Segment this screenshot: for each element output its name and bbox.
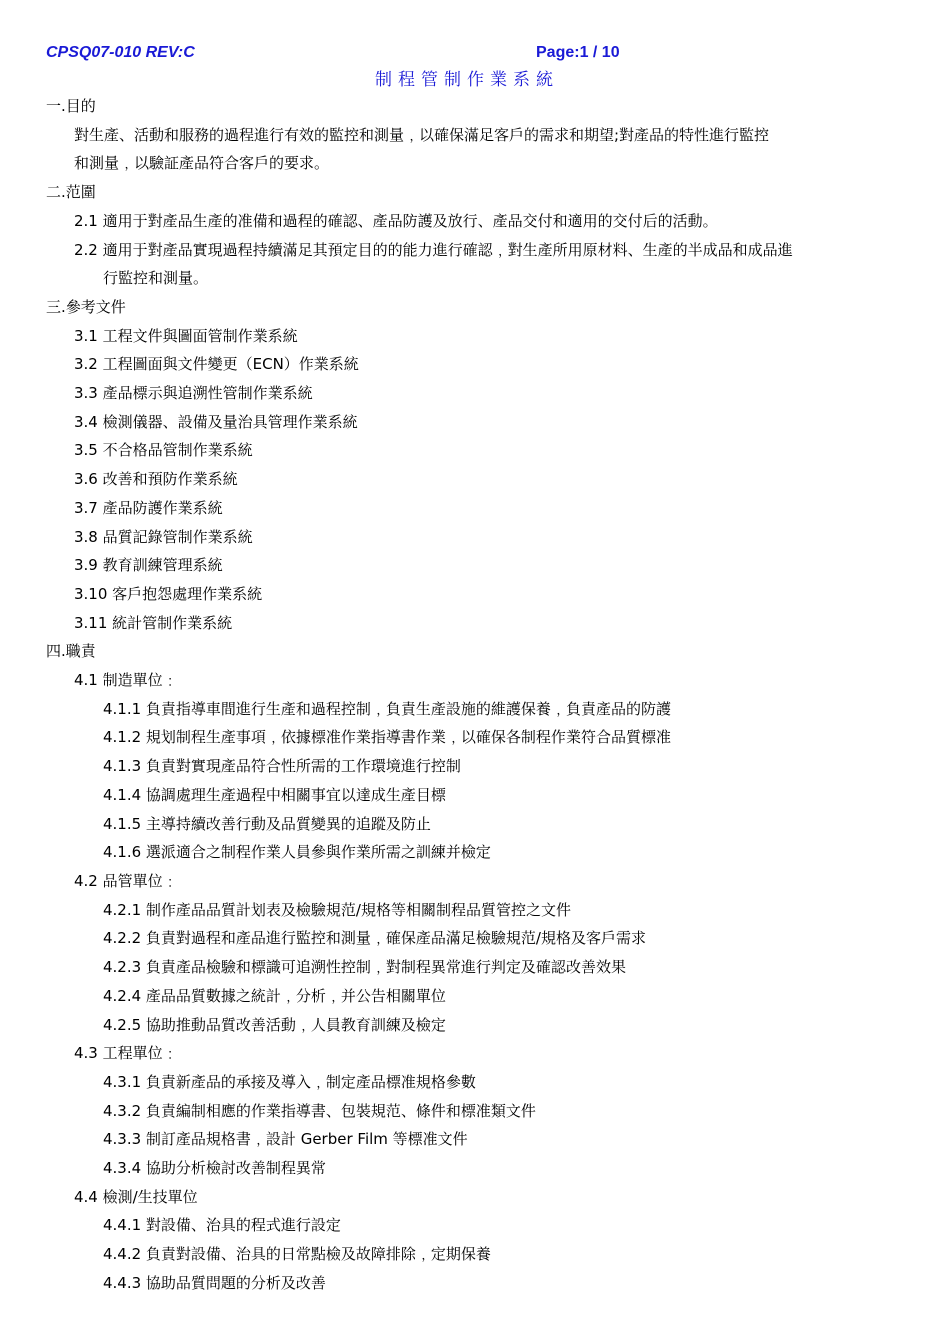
document-body: [46, 92, 916, 1298]
reference-item: 3.9 教育訓練管理系統: [74, 556, 223, 575]
responsibility-item: 4.1.5 主導持續改善行動及品質變異的追蹤及防止: [103, 814, 431, 833]
responsibility-item: 4.1.3 負責對實現產品符合性所需的工作環境進行控制: [103, 757, 461, 776]
reference-item: 3.6 改善和預防作業系統: [74, 470, 238, 489]
purpose-text-line: 和測量﹐以驗証產品符合客戶的要求。: [74, 154, 330, 173]
reference-item: 3.10 客戶抱怨處理作業系統: [74, 584, 263, 603]
scope-item: 2.2 適用于對產品實現過程持續滿足其預定目的的能力進行確認﹐對生產所用原材料、生產的半成品和成品進: [74, 240, 793, 259]
section-heading-references: 三.參考文件: [46, 297, 126, 316]
responsibility-item: 4.3.4 協助分析檢討改善制程異常: [103, 1159, 326, 1178]
reference-item: 3.1 工程文件與圖面管制作業系統: [74, 326, 298, 345]
responsibility-item: 4.2.5 協助推動品質改善活動﹐人員教育訓練及檢定: [103, 1015, 446, 1034]
responsibility-item: 4.3.1 負責新產品的承接及導入﹐制定產品標准規格參數: [103, 1072, 476, 1091]
reference-item: 3.2 工程圖面與文件變更（ECN）作業系統: [74, 355, 359, 374]
responsibility-item: 4.4.1 對設備、治具的程式進行設定: [103, 1216, 341, 1235]
unit-label-quality: 4.2 品管單位﹕: [74, 871, 178, 890]
purpose-text-line: 對生產、活動和服務的過程進行有效的監控和測量﹐以確保滿足客戶的需求和期望;對產品的特性進行監控: [74, 125, 770, 144]
reference-item: 3.7 產品防護作業系統: [74, 498, 223, 517]
section-heading-scope: 二.范圍: [46, 183, 96, 202]
responsibility-item: 4.2.3 負責產品檢驗和標識可追溯性控制﹐對制程異常進行判定及確認改善效果: [103, 958, 626, 977]
section-heading-responsibilities: 四.職責: [46, 642, 96, 661]
reference-item: 3.5 不合格品管制作業系統: [74, 441, 253, 460]
document-code: CPSQ07-010 REV:C: [46, 44, 195, 61]
reference-item: 3.11 統計管制作業系統: [74, 613, 233, 632]
responsibility-item: 4.1.1 負責指導車間進行生產和過程控制﹐負責生產設施的維護保養﹐負責產品的防護: [103, 699, 671, 718]
reference-item: 3.8 品質記錄管制作業系統: [74, 527, 253, 546]
responsibility-item: 4.3.2 負責編制相應的作業指導書、包裝規范、條件和標准類文件: [103, 1101, 536, 1120]
scope-item: 2.1 適用于對產品生產的准備和過程的確認、產品防護及放行、產品交付和適用的交付后的活動。: [74, 211, 718, 230]
responsibility-item: 4.2.1 制作產品品質計划表及檢驗規范/規格等相關制程品質管控之文件: [103, 900, 571, 919]
responsibility-item: 4.2.2 負責對過程和產品進行監控和測量﹐確保產品滿足檢驗規范/規格及客戶需求: [103, 929, 646, 948]
responsibility-item: 4.2.4 產品品質數據之統計﹐分析﹐并公告相關單位: [103, 986, 446, 1005]
responsibility-item: 4.4.2 負責對設備、治具的日常點檢及故障排除﹐定期保養: [103, 1245, 491, 1264]
unit-label-testing: 4.4 檢測/生技單位: [74, 1187, 198, 1206]
section-heading-purpose: 一.目的: [46, 97, 96, 115]
unit-label-manufacturing: 4.1 制造單位﹕: [74, 671, 178, 690]
page-number: Page:1 / 10: [536, 44, 620, 61]
responsibility-item: 4.4.3 協助品質問題的分析及改善: [103, 1273, 326, 1292]
scope-item-continuation: 行監控和測量。: [103, 269, 209, 288]
unit-label-engineering: 4.3 工程單位﹕: [74, 1044, 178, 1063]
responsibility-item: 4.3.3 制訂產品規格書﹐設計 Gerber Film 等標准文件: [103, 1130, 468, 1149]
responsibility-item: 4.1.4 協調處理生產過程中相關事宜以達成生產目標: [103, 785, 446, 804]
document-title: 制程管制作業系統: [375, 70, 559, 90]
responsibility-item: 4.1.6 選派適合之制程作業人員參與作業所需之訓練并檢定: [103, 843, 491, 862]
reference-item: 3.3 產品標示與追溯性管制作業系統: [74, 384, 313, 403]
responsibility-item: 4.1.2 規划制程生產事項﹐依據標准作業指導書作業﹐以確保各制程作業符合品質標准: [103, 728, 671, 747]
reference-item: 3.4 檢測儀器、設備及量治具管理作業系統: [74, 412, 358, 431]
